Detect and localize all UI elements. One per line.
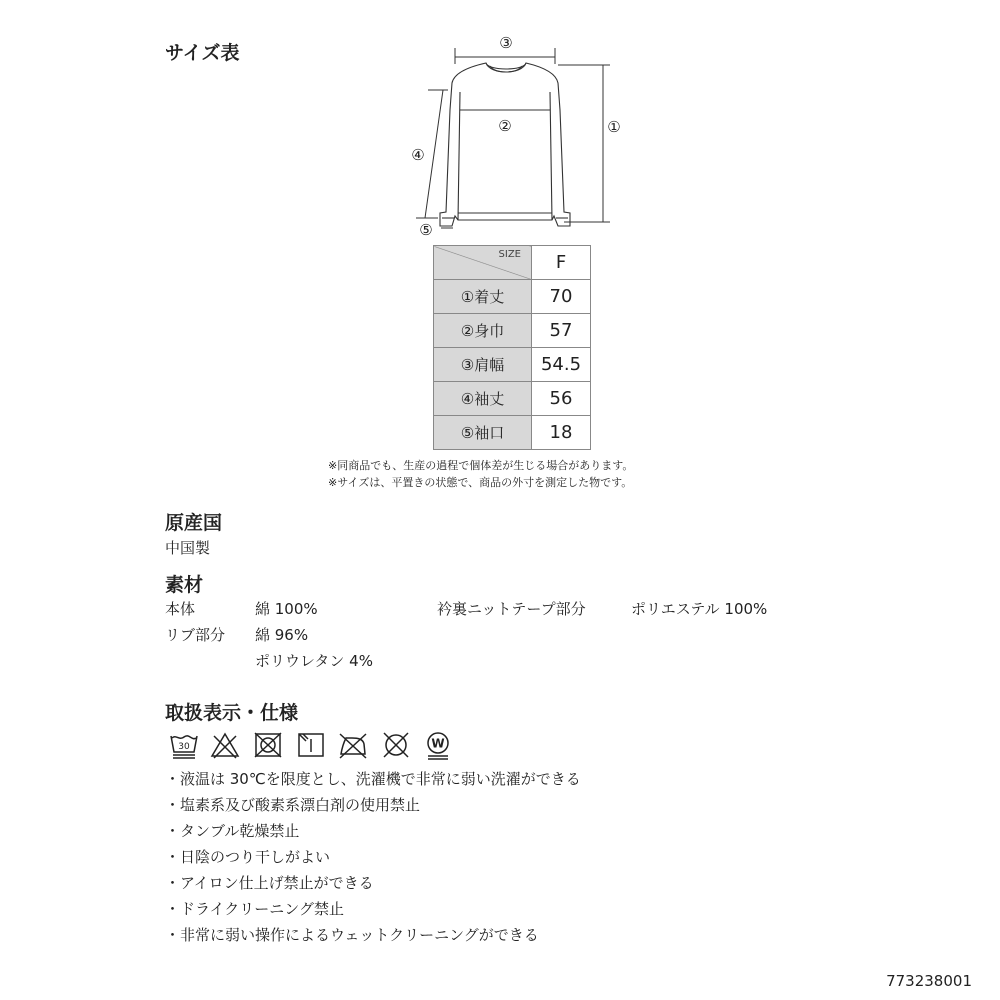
care-item: ・非常に弱い操作によるウェットクリーニングができる <box>165 926 539 944</box>
no-iron-icon <box>338 730 368 760</box>
material-tape-label: 衿裏ニットテープ部分 <box>437 600 586 618</box>
care-item: ・液温は 30℃を限度とし、洗濯機で非常に弱い洗濯ができる <box>165 770 581 788</box>
garment-diagram <box>398 30 621 245</box>
size-note: ※サイズは、平置きの状態で、商品の外寸を測定した物です。 <box>328 476 633 489</box>
diagram-label-sleeve: ④ <box>411 146 425 164</box>
row-label: ①着丈 <box>434 280 532 314</box>
wash-temp-label: 30 <box>178 742 190 752</box>
row-value: 54.5 <box>532 348 591 382</box>
row-label: ⑤袖口 <box>434 416 532 450</box>
diagram-label-length: ① <box>607 118 621 136</box>
care-title: 取扱表示・仕様 <box>165 702 299 724</box>
material-tape-value: ポリエステル 100% <box>631 600 768 618</box>
material-rib-label: リブ部分 <box>165 626 226 644</box>
table-header-row <box>434 246 591 280</box>
row-label: ②身巾 <box>434 314 532 348</box>
row-value: 70 <box>532 280 591 314</box>
wet-clean-label: W <box>431 736 445 751</box>
product-code: 773238001 <box>886 972 972 990</box>
care-item: ・タンブル乾燥禁止 <box>165 822 300 840</box>
material-body-label: 本体 <box>165 600 196 618</box>
row-label: ④袖丈 <box>434 382 532 416</box>
care-item: ・アイロン仕上げ禁止ができる <box>165 874 374 892</box>
size-chart-title: サイズ表 <box>165 42 240 64</box>
care-item: ・日陰のつり干しがよい <box>165 848 331 866</box>
table-row <box>434 280 591 314</box>
material-rib-value: 綿 96% <box>255 626 309 644</box>
size-header-label: SIZE <box>498 249 521 260</box>
care-item: ・塩素系及び酸素系漂白剤の使用禁止 <box>165 796 421 814</box>
care-item: ・ドライクリーニング禁止 <box>165 900 344 918</box>
size-table <box>433 245 591 450</box>
table-corner-cell <box>434 246 532 280</box>
wash-30-gentle-icon <box>169 730 199 760</box>
material-rib-value: ポリウレタン 4% <box>255 652 373 670</box>
table-row <box>434 314 591 348</box>
row-label: ③肩幅 <box>434 348 532 382</box>
wet-clean-gentle-icon <box>423 730 453 760</box>
no-tumble-dry-icon <box>253 730 283 760</box>
line-dry-shade-icon <box>296 730 326 760</box>
origin-title: 原産国 <box>165 512 223 534</box>
diagram-label-cuff: ⑤ <box>419 221 433 239</box>
size-note: ※同商品でも、生産の過程で個体差が生じる場合があります。 <box>328 459 634 472</box>
row-value: 56 <box>532 382 591 416</box>
row-value: 18 <box>532 416 591 450</box>
diagram-label-shoulder: ③ <box>499 34 513 52</box>
origin-value: 中国製 <box>165 539 211 557</box>
no-dry-clean-icon <box>381 730 411 760</box>
row-value: 57 <box>532 314 591 348</box>
no-bleach-icon <box>210 730 240 760</box>
table-row <box>434 348 591 382</box>
table-row <box>434 416 591 450</box>
size-header-value: F <box>532 246 591 280</box>
table-row <box>434 382 591 416</box>
material-body-value: 綿 100% <box>255 600 318 618</box>
material-title: 素材 <box>165 574 204 596</box>
diagram-label-width: ② <box>498 117 512 135</box>
